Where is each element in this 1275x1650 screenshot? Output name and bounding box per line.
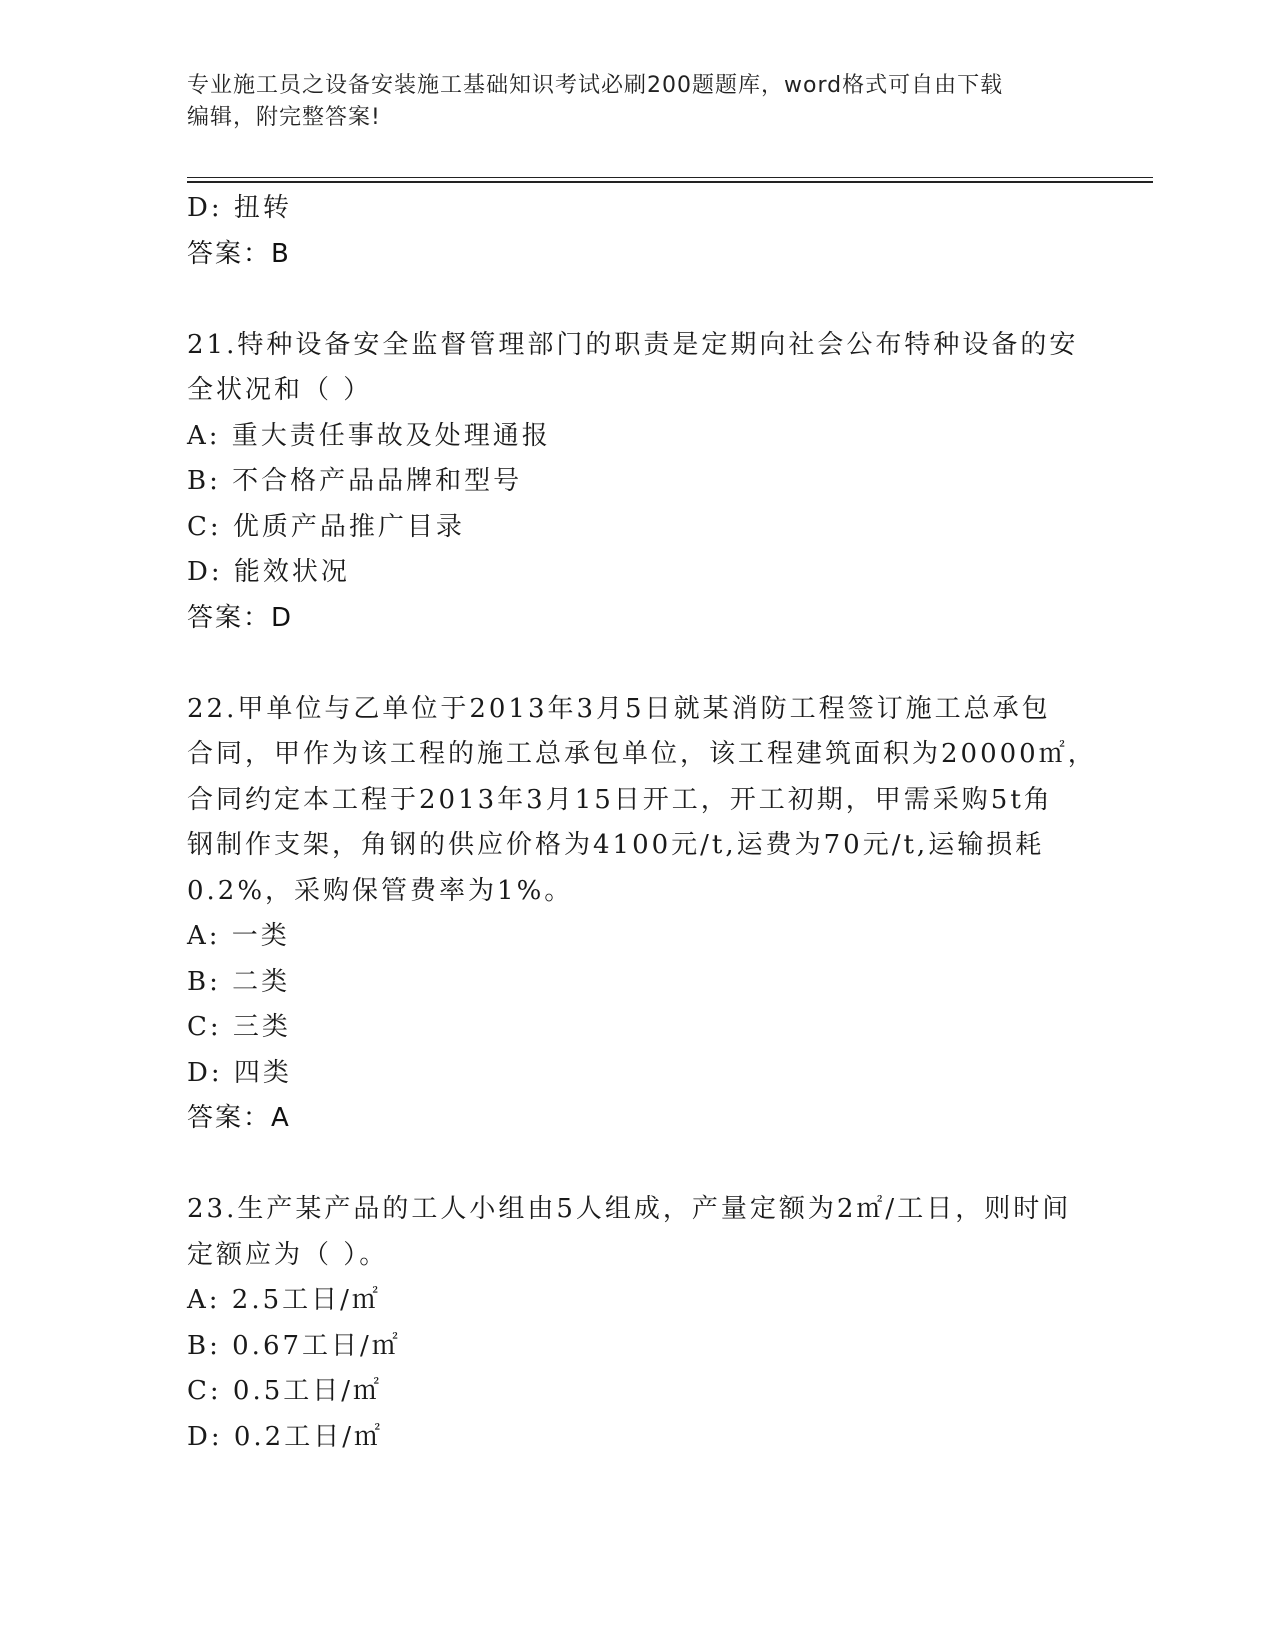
answer-line: 答案：A [187, 1103, 291, 1133]
block-spacer [187, 641, 1087, 687]
question-text-line: 21.特种设备安全监督管理部门的职责是定期向社会公布特种设备的安 [187, 329, 1079, 360]
question-content [187, 186, 1097, 1460]
option-b: B: 0.67工日/㎡ [187, 1330, 401, 1361]
question-text-line: 钢制作支架，角钢的供应价格为4100元/t,运费为70元/t,运输损耗 [187, 830, 1045, 860]
block-spacer [187, 1142, 1087, 1188]
question-block-20-tail [187, 186, 1087, 277]
header-title-line-1: 专业施工员之设备安装施工基础知识考试必刷200题题库，word格式可自由下载 [187, 73, 1004, 98]
question-block-23 [187, 1187, 1087, 1460]
answer-line: 答案：B [187, 238, 291, 269]
header-title-line-2: 编辑，附完整答案! [187, 105, 381, 130]
header-divider-thin [187, 177, 1153, 178]
question-text-line: 22.甲单位与乙单位于2013年3月5日就某消防工程签订施工总承包 [187, 693, 1051, 724]
question-text-line: 合同，甲作为该工程的施工总承包单位，该工程建筑面积为20000㎡， [187, 739, 1097, 769]
option-d: D: 扭转 [187, 193, 292, 223]
option-c: C: 优质产品推广目录 [187, 511, 465, 542]
block-spacer [187, 277, 1087, 323]
option-a: A: 重大责任事故及处理通报 [187, 420, 551, 451]
question-block-21 [187, 323, 1087, 642]
question-block-22 [187, 687, 1097, 1142]
question-text-line: 定额应为（ ）。 [187, 1239, 389, 1270]
question-text-line: 全状况和（ ） [187, 375, 373, 405]
option-a: A: 一类 [187, 921, 290, 951]
question-text-line: 合同约定本工程于2013年3月15日开工，开工初期，甲需采购5t角 [187, 784, 1053, 815]
option-c: C: 0.5工日/㎡ [187, 1376, 383, 1406]
option-d: D: 四类 [187, 1057, 292, 1088]
option-b: B: 二类 [187, 966, 291, 997]
option-d: D: 0.2工日/㎡ [187, 1421, 383, 1452]
header-divider-thick [187, 181, 1153, 183]
question-text-line: 0.2%，采购保管费率为1%。 [187, 875, 574, 906]
option-c: C: 三类 [187, 1012, 291, 1042]
option-d: D: 能效状况 [187, 557, 350, 587]
question-text-line: 23.生产某产品的工人小组由5人组成，产量定额为2㎡/工日，则时间 [187, 1194, 1072, 1224]
answer-line: 答案：D [187, 602, 294, 633]
option-b: B: 不合格产品品牌和型号 [187, 466, 523, 496]
document-header [187, 70, 1087, 134]
option-a: A: 2.5工日/㎡ [187, 1285, 381, 1315]
